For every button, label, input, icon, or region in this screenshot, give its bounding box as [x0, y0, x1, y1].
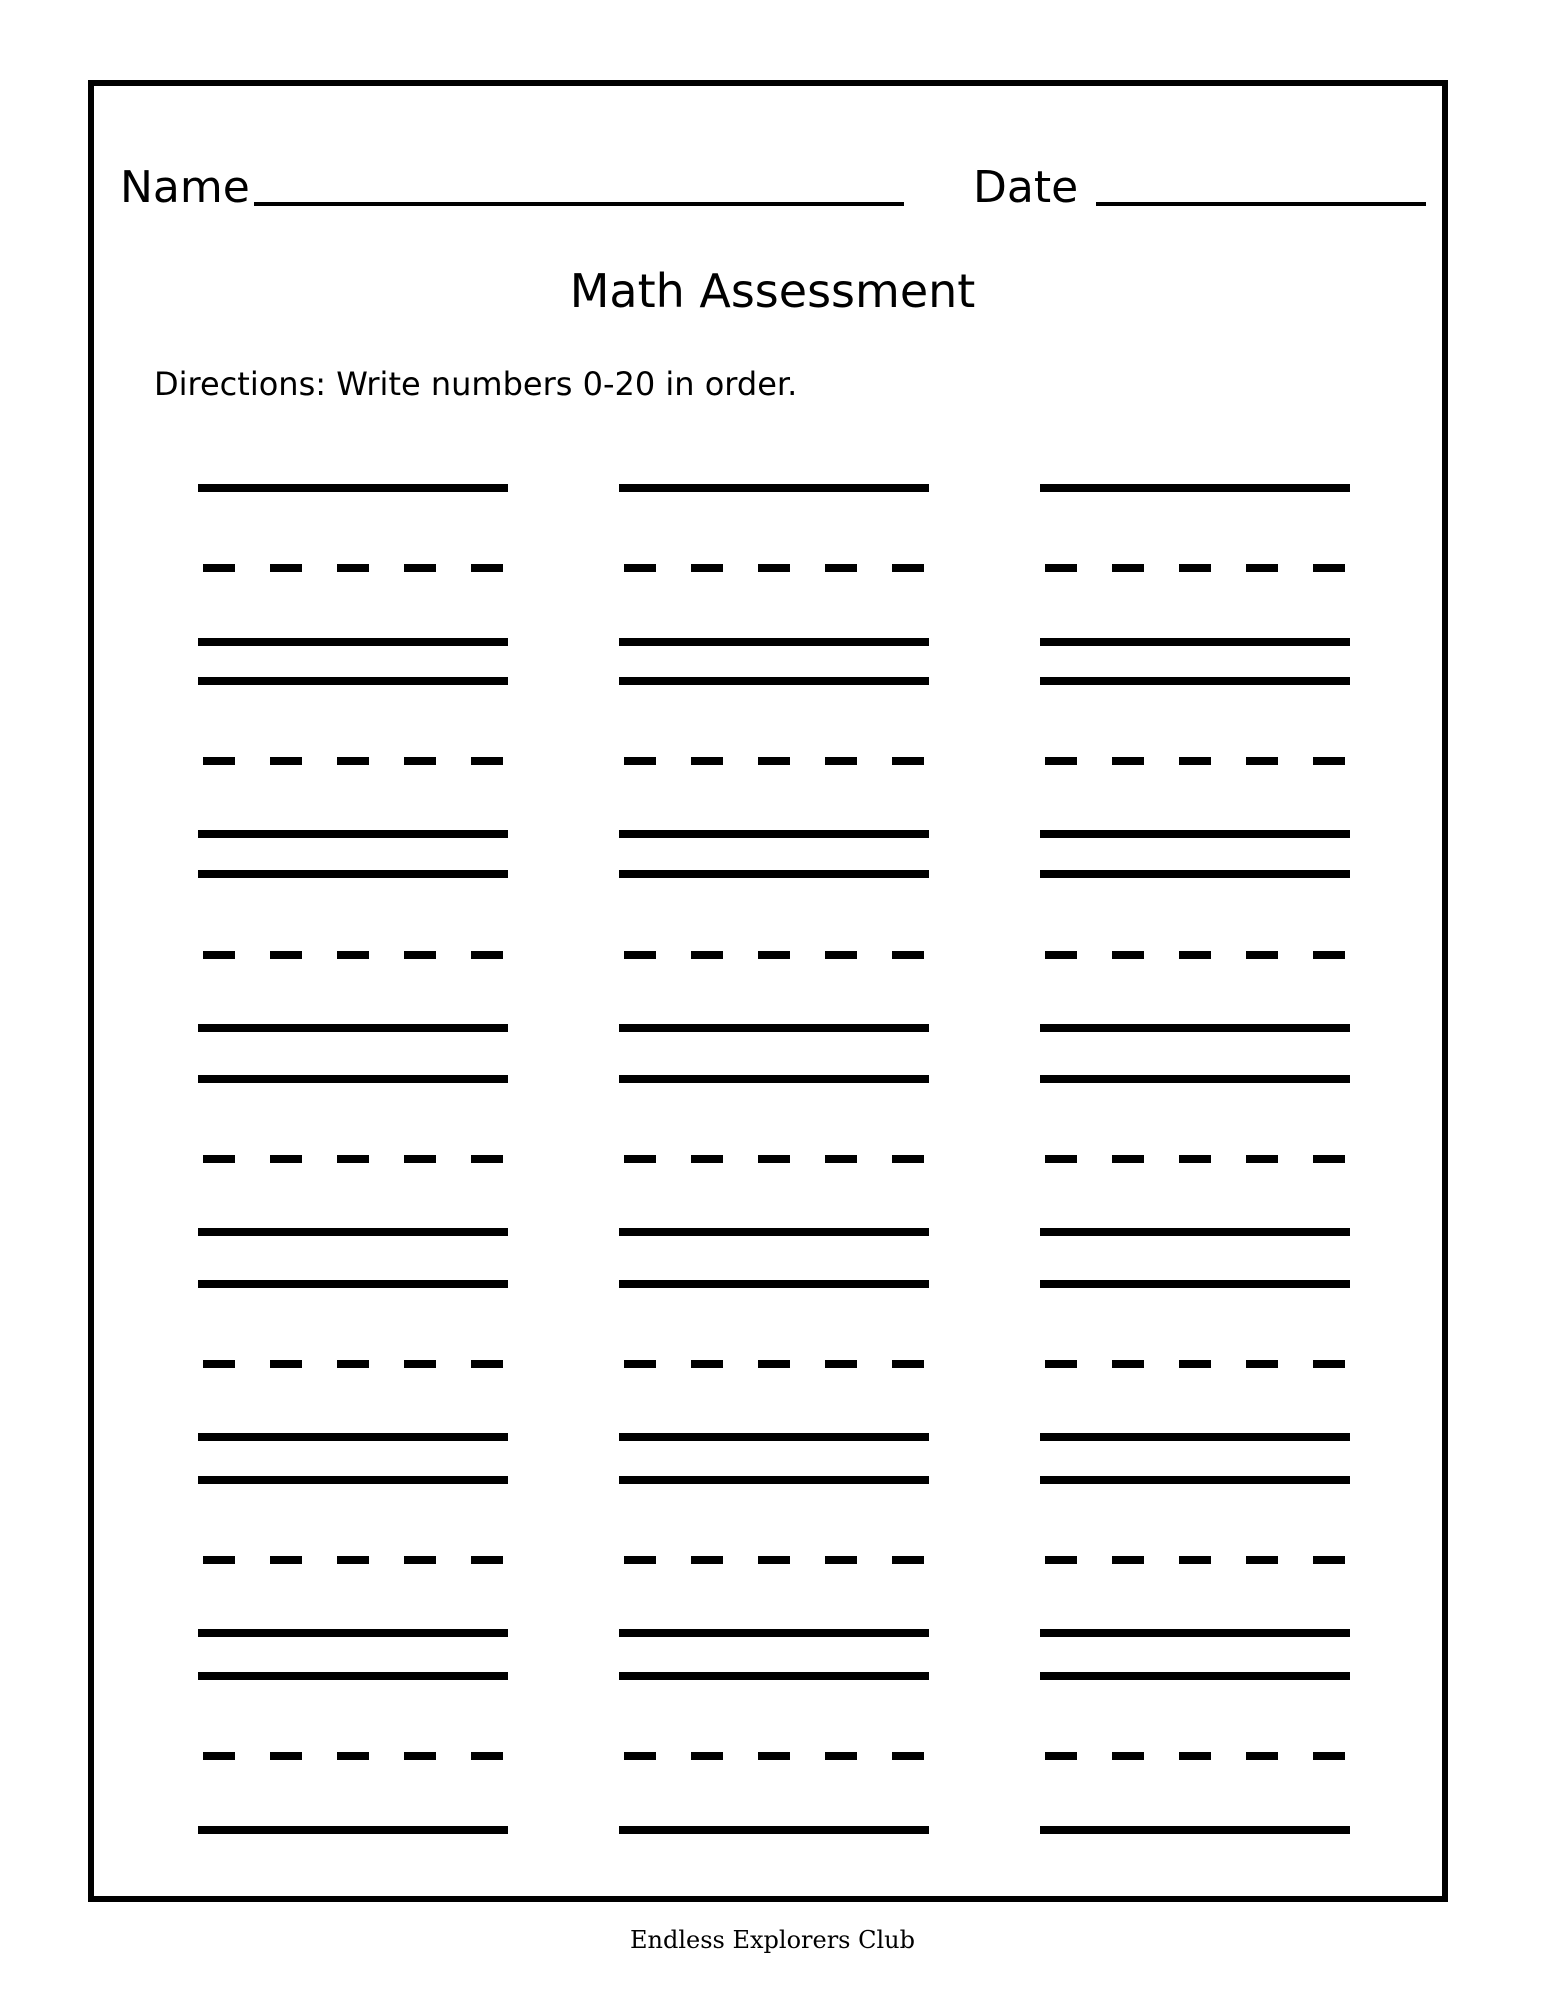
directions-text: Directions: Write numbers 0-20 in order.	[154, 365, 798, 403]
page-title: Math Assessment	[569, 264, 976, 318]
date-label: Date	[973, 162, 1079, 213]
footer-credit: Endless Explorers Club	[630, 1926, 915, 1954]
name-label: Name	[120, 162, 250, 213]
